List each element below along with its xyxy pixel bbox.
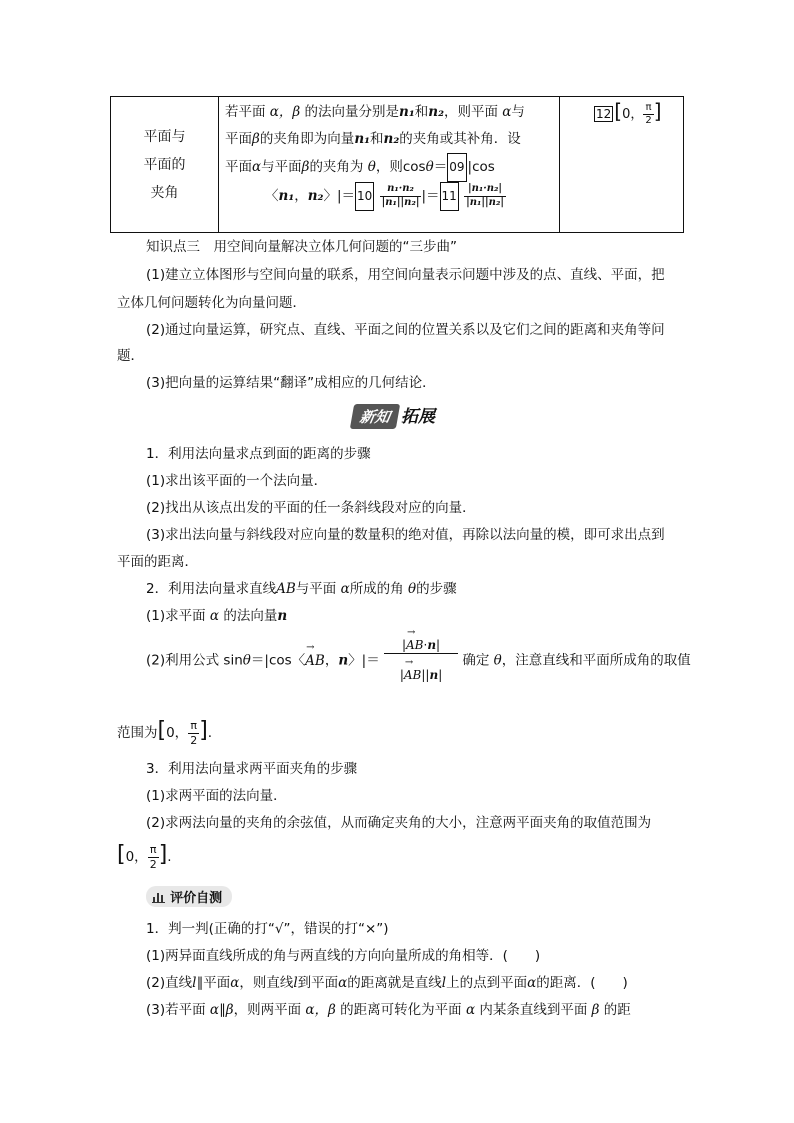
- section-title: 知识点三 用空间向量解决立体几何问题的“三步曲”: [146, 239, 457, 255]
- fraction: $\frac{\text{|n₁·n₂|}}{\text{|n₁||n₂|}}$: [466, 183, 504, 208]
- paragraph: (1)求两平面的法向量．: [146, 788, 287, 804]
- fraction: $\frac{\pi}{2}$: [149, 842, 157, 871]
- row-label-line: 平面与: [143, 128, 186, 145]
- desc-line-1: 若平面 α，β 的法向量分别是n₁和n₂，则平面 α与: [225, 104, 525, 120]
- desc-line-2: 平面β的夹角即为向量n₁和n₂的夹角或其补角．设: [225, 131, 521, 147]
- formula-line: (2)利用公式 sinθ＝|cos〈→ AB，n〉|＝ $\frac{|\to AB\cdot n|}{|\to AB||n|}$ 确定 θ，注意直线和平面所成角的取值: [146, 638, 691, 683]
- paragraph: 范围为[0， $\frac{\pi}{2}$ ].: [117, 718, 213, 747]
- answer-number: 10: [355, 182, 374, 211]
- fraction: $\frac{\pi}{2}$: [645, 101, 652, 126]
- answer-number: 12: [596, 107, 612, 121]
- question: (1)两异面直线所成的角与两直线的方向向量所成的角相等．( ): [146, 948, 541, 964]
- answer-number: 11: [440, 182, 459, 211]
- paragraph: (3)把向量的运算结果“翻译”成相应的几何结论．: [146, 375, 436, 391]
- new-knowledge-banner: 新知 拓展: [352, 402, 435, 427]
- paragraph: (1)建立立体图形与空间向量的联系，用空间向量表示问题中涉及的点、直线、平面，把: [146, 267, 665, 283]
- paragraph: 平面的距离．: [117, 554, 198, 570]
- paragraph: (1)求出该平面的一个法向量．: [146, 473, 328, 489]
- chart-icon: [152, 891, 166, 903]
- knowledge-table: [110, 96, 684, 233]
- row-label-line: 平面的: [143, 156, 186, 173]
- paragraph: (2)通过向量运算，研究点、直线、平面之间的位置关系以及它们之间的距离和夹角等问: [146, 322, 665, 338]
- self-test-banner: 评价自测: [146, 886, 232, 907]
- heading: 1．利用法向量求点到面的距离的步骤: [146, 446, 371, 462]
- answer-number: 09: [447, 153, 466, 182]
- question: (2)直线l∥平面α，则直线l到平面α的距离就是直线l上的点到平面α的距离．( ): [146, 975, 628, 991]
- paragraph: (1)求平面 α 的法向量n: [146, 608, 288, 624]
- fraction: $\frac{|\to AB\cdot n|}{|\to AB||n|}$: [384, 638, 458, 683]
- question: 1．判一判(正确的打“√”，错误的打“×”): [146, 921, 389, 937]
- heading: 2．利用法向量求直线AB与平面 α所成的角 θ的步骤: [146, 581, 457, 597]
- paragraph: (2)找出从该点出发的平面的任一条斜线段对应的向量．: [146, 500, 476, 516]
- fraction: $\frac{\pi}{2}$: [190, 718, 198, 747]
- paragraph: (2)求两法向量的夹角的余弦值，从而确定夹角的大小，注意两平面夹角的取值范围为: [146, 815, 652, 831]
- desc-line-4: 〈n₁，n₂〉|＝ 10 $\frac{\text{n₁·n₂}}{\text{|n₁||n₂|}}$ |＝ 11 $\frac{\text{|n₁·n₂|}}{\text{|n₁||n₂|}}$: [225, 182, 555, 211]
- paragraph: 题．: [117, 348, 144, 364]
- table-row-range: 12 [0， $\frac{\pi}{2}$ ]: [560, 97, 684, 233]
- table-row-description: [219, 97, 560, 233]
- desc-line-3: 平面α与平面β的夹角为 θ，则cosθ＝ 09 |cos: [225, 153, 555, 182]
- paragraph: 立体几何问题转化为向量问题．: [117, 295, 306, 311]
- table-row-label: [111, 97, 219, 233]
- paragraph: (3)求出法向量与斜线段对应向量的数量积的绝对值，再除以法向量的模，即可求出点到: [146, 527, 665, 543]
- question: (3)若平面 α∥β，则两平面 α，β 的距离可转化为平面 α 内某条直线到平面 β 的距: [146, 1002, 631, 1018]
- fraction: $\frac{\text{n₁·n₂}}{\text{|n₁||n₂|}}$: [381, 183, 420, 208]
- heading: 3．利用法向量求两平面夹角的步骤: [146, 761, 358, 777]
- paragraph: [0， $\frac{\pi}{2}$ ].: [117, 842, 172, 871]
- row-label-line: 夹角: [150, 184, 179, 201]
